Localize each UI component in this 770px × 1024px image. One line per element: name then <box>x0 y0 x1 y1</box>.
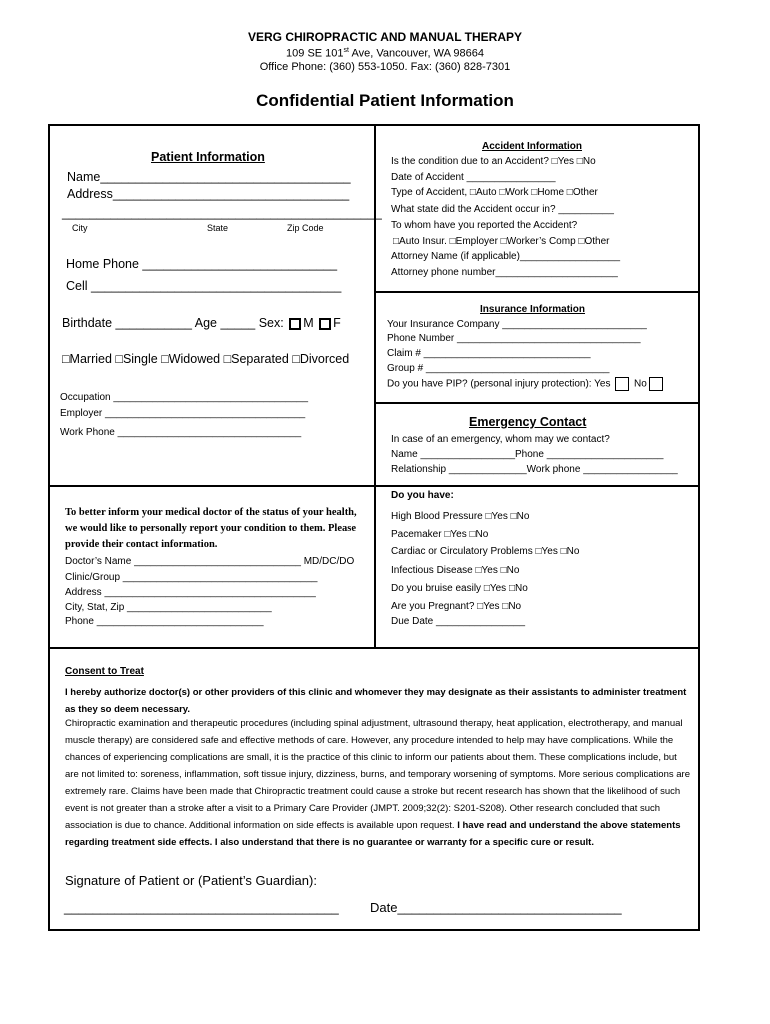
consent-body-text: Chiropractic examination and therapeutic procedures (including spinal adjustment, ultrasound therapy, heat application, electrotherapy, and manual muscle therapy) are considered safe and effective methods of care. However, any procedure intended to help may have complications. While the chances of experiencing complications are small, it is the practice of this clinic to inform our patients about them. These complications include, but are not limited to: soreness, inflammation, soft tissue injury, dizziness, burns, and temporary worsening of symptoms. More serious complications are extremely rare. Claims have been made that Chiropractic treatment could cause a stroke but recent research has shown that the likelihood of such event is not greater than a stroke after a visit to a Primary Care Provider (JMPT. 2009;32(2): S201-S208). Other research concluded that such association is due to chance. Additional information on side effects is available upon request. <box>65 718 690 831</box>
address-line-2[interactable]: ______________________________________________ <box>62 206 382 220</box>
doctor-intro-text: To better inform your medical doctor of the status of your health, we would like to personally report your condition to them. Please provide their contact information. <box>65 507 357 550</box>
sex-male-label: M <box>303 316 314 330</box>
accident-state-field[interactable]: What state did the Accident occur in? __________ <box>391 204 614 215</box>
infectious-disease-question[interactable]: Infectious Disease □Yes □No <box>391 565 520 576</box>
high-blood-pressure-question[interactable]: High Blood Pressure □Yes □No <box>391 511 530 522</box>
signature-label: Signature of Patient or (Patient’s Guardian): <box>65 873 317 888</box>
accident-reported-options[interactable]: □Auto Insur. □Employer □Worker’s Comp □Other <box>393 236 610 247</box>
doctor-name-field[interactable]: Doctor’s Name ______________________________ MD/DC/DO <box>65 556 355 567</box>
pregnant-question[interactable]: Are you Pregnant? □Yes □No <box>391 601 522 612</box>
form-title: Confidential Patient Information <box>256 91 514 110</box>
pip-no-checkbox[interactable] <box>649 377 663 391</box>
accident-question[interactable]: Is the condition due to an Accident? □Yes □No <box>391 156 596 167</box>
patient-info-title: Patient Information <box>151 150 265 164</box>
home-phone-field[interactable]: Home Phone ____________________________ <box>66 257 338 271</box>
pip-no-label: No <box>634 378 647 390</box>
row-divider-accident <box>374 291 700 293</box>
marital-status-options[interactable]: □Married □Single □Widowed □Separated □Divorced <box>62 352 350 366</box>
accident-reported-label: To whom have you reported the Accident? <box>391 220 578 231</box>
outer-border-right <box>698 124 700 931</box>
row-divider-insurance <box>374 402 700 404</box>
outer-border-bottom <box>48 929 700 931</box>
clinic-address: 109 SE 101st Ave, Vancouver, WA 98664 <box>286 47 484 60</box>
pip-row <box>387 377 665 391</box>
doctor-phone-field[interactable]: Phone ______________________________ <box>65 616 264 627</box>
consent-title: Consent to Treat <box>65 666 144 677</box>
employer-field[interactable]: Employer ____________________________________ <box>60 408 306 419</box>
address-field[interactable]: Address__________________________________ <box>67 187 350 201</box>
bruise-question[interactable]: Do you bruise easily □Yes □No <box>391 583 528 594</box>
conditions-title: Do you have: <box>391 490 454 501</box>
due-date-field[interactable]: Due Date ________________ <box>391 616 526 627</box>
cell-field[interactable]: Cell ____________________________________ <box>66 279 342 293</box>
group-number-field[interactable]: Group # _________________________________ <box>387 363 610 374</box>
doctor-address-field[interactable]: Address ______________________________________ <box>65 587 316 598</box>
city-label: City <box>72 223 88 233</box>
sex-male-checkbox[interactable] <box>289 318 301 330</box>
emergency-relationship-field[interactable]: Relationship ______________Work phone _________________ <box>391 464 678 475</box>
name-field[interactable]: Name____________________________________ <box>67 170 351 184</box>
accident-type-options[interactable]: Type of Accident, □Auto □Work □Home □Other <box>391 187 598 198</box>
sex-female-checkbox[interactable] <box>319 318 331 330</box>
zip-label: Zip Code <box>287 223 324 233</box>
consent-authorization-text: I hereby authorize doctor(s) or other providers of this clinic and whomever they may designate as their assistants to administer treatment as they so deem necessary. <box>65 687 687 715</box>
row-divider-consent <box>48 647 700 649</box>
clinic-phones: Office Phone: (360) 553-1050. Fax: (360) 828-7301 <box>259 61 511 73</box>
cardiac-question[interactable]: Cardiac or Circulatory Problems □Yes □No <box>391 546 580 557</box>
accident-date-field[interactable]: Date of Accident ________________ <box>391 172 556 183</box>
birthdate-row <box>62 316 341 330</box>
signature-date-field[interactable]: Date_______________________________ <box>370 900 622 915</box>
emergency-contact-title: Emergency Contact <box>469 415 587 429</box>
outer-border-left <box>48 124 50 931</box>
clinic-name: VERG CHIROPRACTIC AND MANUAL THERAPY <box>247 30 522 44</box>
emergency-question: In case of an emergency, whom may we contact? <box>391 434 610 445</box>
pip-yes-checkbox[interactable] <box>615 377 629 391</box>
attorney-name-field[interactable]: Attorney Name (if applicable)__________________ <box>391 251 621 262</box>
state-label: State <box>207 223 229 233</box>
birthdate-age-sex-field[interactable]: Birthdate ___________ Age _____ Sex: <box>62 316 284 330</box>
pip-question: Do you have PIP? (personal injury protection): Yes <box>387 378 611 390</box>
doctor-city-field[interactable]: City, Stat, Zip __________________________ <box>65 602 272 613</box>
sex-female-label: F <box>333 316 341 330</box>
signature-field[interactable]: ______________________________________ <box>64 900 339 915</box>
pacemaker-question[interactable]: Pacemaker □Yes □No <box>391 529 489 540</box>
attorney-phone-field[interactable]: Attorney phone number______________________ <box>391 267 618 278</box>
doctor-clinic-field[interactable]: Clinic/Group ___________________________________ <box>65 572 318 583</box>
accident-info-title: Accident Information <box>482 141 583 152</box>
consent-body <box>65 715 690 851</box>
row-divider-doctor <box>48 485 700 487</box>
insurance-phone-field[interactable]: Phone Number _________________________________ <box>387 333 641 344</box>
insurance-company-field[interactable]: Your Insurance Company __________________________ <box>387 319 647 330</box>
emergency-name-phone-field[interactable]: Name _________________Phone _____________________ <box>391 449 664 460</box>
claim-number-field[interactable]: Claim # ______________________________ <box>387 348 591 359</box>
consent-acknowledgement-text: I have read and understand the above statements regarding treatment side effects. I also understand that there is no guarantee or warranty for a specific cure or result. <box>65 820 681 848</box>
occupation-field[interactable]: Occupation ___________________________________ <box>60 392 309 403</box>
work-phone-field[interactable]: Work Phone _________________________________ <box>60 427 302 438</box>
center-divider-top <box>374 124 376 649</box>
insurance-info-title: Insurance Information <box>480 304 586 315</box>
